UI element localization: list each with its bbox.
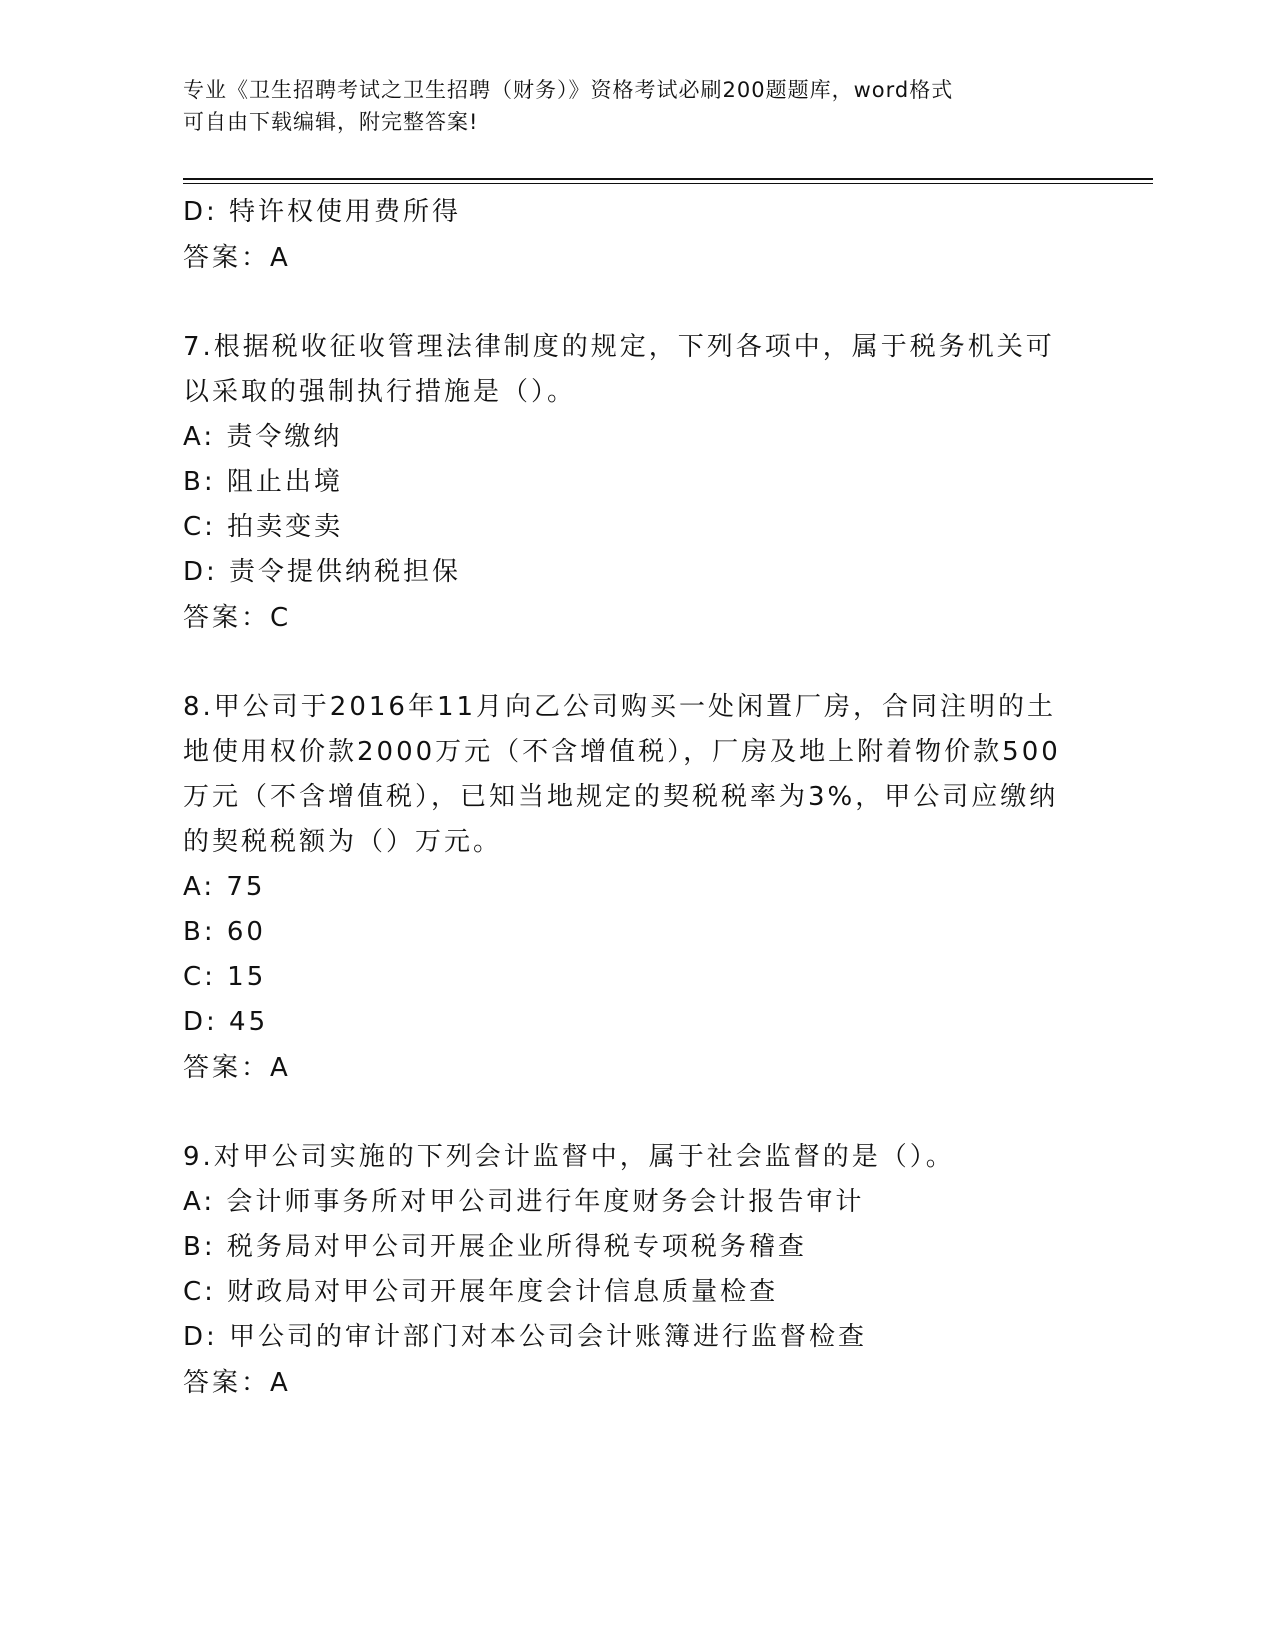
question-stem: 7.根据税收征收管理法律制度的规定，下列各项中，属于税务机关可 — [183, 332, 1055, 362]
option-a: A: 会计师事务所对甲公司进行年度财务会计报告审计 — [183, 1187, 865, 1217]
option-b: B: 阻止出境 — [183, 467, 343, 497]
question-stem: 万元（不含增值税），已知当地规定的契税税率为3%，甲公司应缴纳 — [183, 782, 1059, 812]
option-c: C: 拍卖变卖 — [183, 512, 344, 542]
question-content — [183, 190, 1073, 1406]
option-d: D: 45 — [183, 1007, 269, 1037]
header-rule-thin — [183, 183, 1153, 184]
question-stem: 地使用权价款2000万元（不含增值税），厂房及地上附着物价款500 — [183, 737, 1061, 767]
question-9 — [183, 1135, 1073, 1406]
question-stem: 的契税税额为（）万元。 — [183, 827, 503, 857]
question-stem: 9.对甲公司实施的下列会计监督中，属于社会监督的是（）。 — [183, 1142, 955, 1172]
header-line-1: 专业《卫生招聘考试之卫生招聘（财务）》资格考试必刷200题题库，word格式 — [183, 78, 954, 102]
option-b: B: 60 — [183, 917, 266, 947]
answer: 答案：A — [183, 1368, 291, 1398]
header-rule-thick — [183, 178, 1153, 180]
option-c: C: 15 — [183, 962, 267, 992]
option-b: B: 税务局对甲公司开展企业所得税专项税务稽查 — [183, 1232, 807, 1262]
question-stem: 8.甲公司于2016年11月向乙公司购买一处闲置厂房，合同注明的土 — [183, 692, 1057, 722]
answer: 答案：C — [183, 603, 292, 633]
page-header — [183, 74, 1073, 138]
option-d: D: 甲公司的审计部门对本公司会计账簿进行监督检查 — [183, 1322, 868, 1352]
option-d: D: 责令提供纳税担保 — [183, 557, 462, 587]
option-c: C: 财政局对甲公司开展年度会计信息质量检查 — [183, 1277, 779, 1307]
option-a: A: 责令缴纳 — [183, 422, 343, 452]
question-7 — [183, 325, 1073, 641]
question-8 — [183, 685, 1073, 1091]
prev-option-d: D: 特许权使用费所得 — [183, 197, 462, 227]
header-line-2: 可自由下载编辑，附完整答案! — [183, 110, 479, 134]
prev-answer: 答案：A — [183, 243, 291, 273]
answer: 答案：A — [183, 1053, 291, 1083]
option-a: A: 75 — [183, 872, 266, 902]
question-stem: 以采取的强制执行措施是（）。 — [183, 377, 577, 407]
